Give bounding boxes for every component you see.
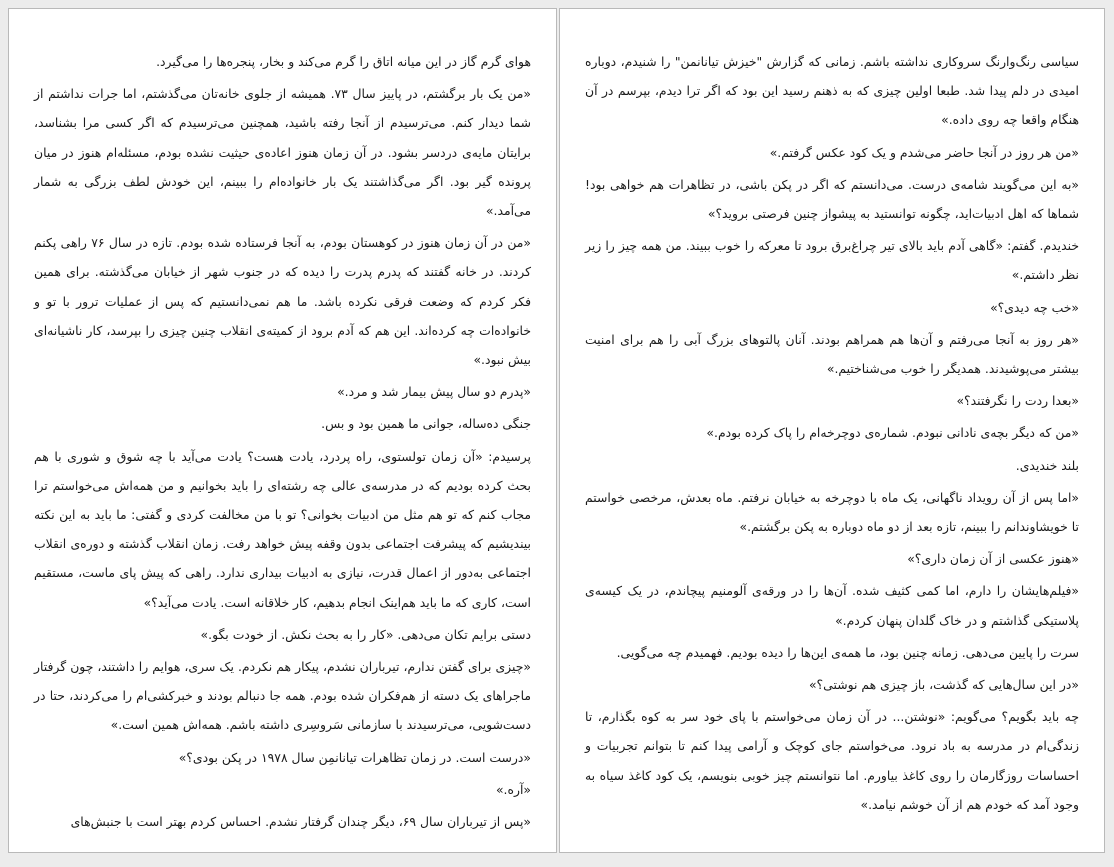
paragraph: «به این می‌گویند شامه‌ی درست. می‌دانستم که اگر در پکن باشی، در تظاهرات هم خواهی بود! شماها که اهل ادبیات‌اید، چگونه توانستید به پیشواز چنین فرصتی بروید؟» bbox=[585, 176, 1079, 222]
paragraph: پرسیدم: «آن زمان تولستوی، راه پردرد، یادت هست؟ یادت می‌آید با چه شوق و شوری با هم بحث کرده بودیم که در مدرسه‌ی عالی چه رشته‌ای را باید بخوانیم و من همه‌اش می‌خواستم ترا مجاب کنم که تو هم مثل من ادبیات بخوانی؟ تو با من مخالفت کردی و گفتی: ما باید به این نکته بیندیشیم که پیشرفت اجتماعی بدون وقفه پیش خواهد رفت. زمان انقلاب گذشته و دوره‌ی انقلاب اجتماعی به‌دور از اعمال قدرت، نیازی به ادبیات بیداری ندارد. راهی که پیش پای ماست، مستقیم است، کاری که ما باید هم‌اینک انجام بدهیم، کار خلاقانه است. یادت می‌آید؟» bbox=[34, 448, 531, 610]
paragraph: «من که دیگر بچه‌ی نادانی نبودم. شماره‌ی دوچرخه‌ام را پاک کرده بودم.» bbox=[706, 425, 1079, 441]
left-page-text bbox=[34, 47, 531, 836]
paragraph: بلند خندیدی. bbox=[1015, 457, 1079, 473]
paragraph: «بعدا ردت را نگرفتند؟» bbox=[956, 393, 1079, 409]
paragraph: «اما پس از آن رویداد ناگهانی، یک ماه با دوچرخه به خیابان نرفتم. ماه بعدش، مرخصی خواستم تا خویشاوندانم را ببینم، تازه بعد از دو ماه دوباره به پکن برگشتم.» bbox=[585, 489, 1079, 535]
paragraph: هوای گرم گاز در این میانه اتاق را گرم می‌کند و بخار، پنجره‌ها را می‌گیرد. bbox=[156, 54, 531, 69]
right-page bbox=[559, 8, 1105, 853]
paragraph: جنگی ده‌ساله، جوانی ما همین بود و بس. bbox=[321, 416, 531, 432]
right-page-text bbox=[585, 47, 1079, 819]
left-page bbox=[8, 8, 557, 853]
paragraph: «خب چه دیدی؟» bbox=[990, 299, 1079, 315]
paragraph: خندیدم. گفتم: «گاهی آدم باید بالای تیر چراغ‌برق برود تا معرکه را خوب ببیند. من همه چیز را زیر نظر داشتم.» bbox=[585, 238, 1079, 283]
paragraph: «فیلم‌هایشان را دارم، اما کمی کثیف شده. آن‌ها را در ورقه‌ی آلومنیم پیچاندم، در یک کیسه‌ی پلاستیکی گذاشتم و در خاک گلدان پنهان کردم.» bbox=[585, 583, 1079, 628]
paragraph: «من یک بار برگشتم، در پاییز سال ۷۳. همیشه از جلوی خانه‌تان می‌گذشتم، اما جرات نداشتم از شما دیدار کنم. می‌ترسیدم از آنجا رفته باشید، همچنین می‌ترسیدم که اگر کسی مرا بشناسد، برایتان مایه‌ی دردسر بشود. در آن زمان هنوز اعاده‌ی حیثیت نشده بودم، مسئله‌ام هنوز در میان پرونده گیر بود. اگر می‌گذاشتند یک بار خانواده‌ام را ببینم، این خودش لطف بزرگی به شمار می‌آمد.» bbox=[34, 86, 531, 219]
paragraph: «هنوز عکسی از آن زمان داری؟» bbox=[907, 551, 1079, 567]
paragraph: «در این سال‌هایی که گذشت، باز چیزی هم نوشتی؟» bbox=[808, 677, 1079, 693]
paragraph: سیاسی رنگ‌وارنگ سروکاری نداشته باشم. زمانی که گزارش "خیزش تیانانمن" را شنیدم، دوباره امیدی در دلم پیدا شد. طبعا اولین چیزی که به ذهنم رسید این بود که اگر ترا دیدم، بپرسم در آن هنگام واقعا چه روی داده.» bbox=[585, 54, 1079, 128]
paragraph: «چیزی برای گفتن ندارم، تیرباران نشدم، پیکار هم نکردم. یک سری، هوایم را داشتند، چون گرفتار ماجراهای یک دسته از هم‌فکران شده بودم. همه جا دنبالم بودند و خبرکشی‌ام را می‌کردند، حتا در دست‌شویی، می‌ترسیدند با سازمانی سَروسِری داشته باشم. همه‌اش همین است.» bbox=[34, 659, 531, 733]
paragraph: «پدرم دو سال پیش بیمار شد و مرد.» bbox=[337, 384, 531, 400]
paragraph: «آره.» bbox=[495, 781, 531, 797]
paragraph: «من هر روز در آنجا حاضر می‌شدم و یک کود عکس گرفتم.» bbox=[769, 144, 1079, 160]
paragraph: «هر روز به آنجا می‌رفتم و آن‌ها هم همراهم بودند. آنان پالتوهای بزرگ آبی را هم برای امنیت بیشتر می‌پوشیدند. همدیگر را خوب می‌شناختیم.» bbox=[585, 331, 1079, 377]
paragraph: «من در آن زمان هنوز در کوهستان بودم، به آنجا فرستاده شده بودم. تازه در سال ۷۶ راهی پکنم کردند. در خانه گفتند که پدرم پدرت را دیده که در جنوب شهر از خیابان می‌گذشته. برای همین فکر کردم که وضعت فرقی نکرده باشد. ما هم نمی‌دانستیم که پس از عملیات ترور با تو و خانواده‌ات چه کرده‌اند. این هم که آدم برود از کمیته‌ی انقلاب چنین چیزی را بپرسد، کار ناشیانه‌ای بیش نبود.» bbox=[34, 235, 531, 368]
paragraph: «پس از تیرباران سال ۶۹، دیگر چندان گرفتار نشدم. احساس کردم بهتر است با جنبش‌های bbox=[70, 814, 531, 830]
paragraph: «درست است. در زمان تظاهرات تیانانمِن سال ۱۹۷۸ در پکن بودی؟» bbox=[178, 749, 531, 765]
paragraph: چه باید بگویم؟ می‌گویم: «نوشتن... در آن زمان می‌خواستم با پای خود سر به کوه بگذارم، تا زندگی‌ام در مدرسه به باد نرود. می‌خواستم جای کوچک و آرامی پیدا کنم تا بتوانم تجربیات و احساسات روزگارمان را روی کاغذ بیاورم. اما نتوانستم چیز خوبی بنویسم، یک کود کاغذ سیاه به وجود آمد که خودم هم از آن خوشم نیامد.» bbox=[585, 709, 1079, 812]
paragraph: دستی برایم تکان می‌دهی. «کار را به بحث نکش. از خودت بگو.» bbox=[200, 626, 531, 642]
paragraph: سرت را پایین می‌دهی. زمانه چنین بود، ما همه‌ی این‌ها را دیده بودیم. فهمیدم چه می‌گویی. bbox=[616, 644, 1079, 660]
